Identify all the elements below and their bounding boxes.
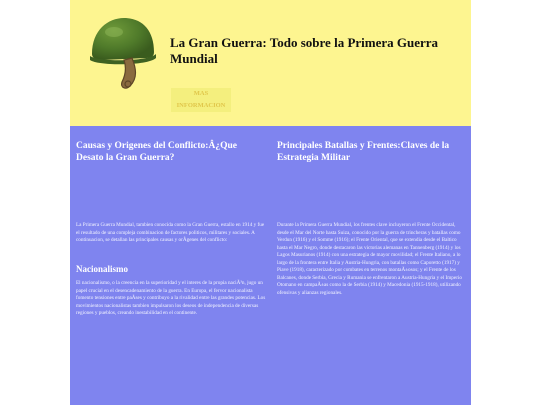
causes-heading: Causas y Origenes del Conflicto:Â¿Que Desato la Gran Guerra? bbox=[76, 141, 237, 163]
more-info-button[interactable]: MAS INFORMACION bbox=[171, 88, 231, 112]
causes-section bbox=[76, 140, 266, 316]
battles-heading: Principales Batallas y Frentes:Claves de la Estrategia Militar bbox=[277, 141, 450, 163]
main-content bbox=[70, 126, 471, 405]
battles-section bbox=[277, 140, 467, 296]
causes-intro: La Primera Guerra Mundial, tambien conocida como la Gran Guerra, estallo en 1914 y fue el resultado de una compleja combinacion de factores politicos, militares y sociales. A continuacion, se detallan las principales causas y orÃgenes del conflicto: bbox=[76, 222, 265, 243]
battles-text: Durante la Primera Guerra Mundial, los frentes clave incluyeron el Frente Occidental, desde el Mar del Norte hasta Suiza, conocido por la guerra de trincheras y batallas como Verdun (1916) y el Somme (1916); el Frente Oriental, que se extendia desde el Baltico hasta el Mar Negro, donde destacaron las victorias alemanas en Tannenberg (1914) y los Lagos Masurianos (1914) con una estrategia de mayor movilidad; el Frente Italiano, a lo largo de la frontera entre Italia y Austria-Hungria, con batallas como Caporetto (1917) y Piave (1918), caracterizado por combates en terrenos montaÃ±osos; y el Frente de los Balcanes, donde Serbia, Grecia y Rumania se enfrentaron a Austria-Hungria y el Imperio Otomano en campaÃ±as como la de Serbia (1914) y Macedonia (1915-1918), utilizando ofensivas y alianzas regionales. bbox=[277, 222, 462, 296]
nationalism-text: El nacionalismo, o la creencia en la superioridad y el interes de la propia naciÃ³n, jugo un papel crucial en el desencadenamiento de la guerra. En Europa, el fervor nacionalista fomento tensiones entre paÃses y contribuyo a la rivalidad entre las grandes potencias. Los movimientos nacionalistas tambien impulsaron los deseos de independencia de diversas regiones y pueblos, creando inestabilidad en el continente. bbox=[76, 280, 266, 316]
site-header bbox=[70, 0, 471, 126]
nationalism-heading: Nacionalismo bbox=[76, 264, 129, 274]
helmet-logo-icon bbox=[88, 12, 160, 92]
site-title: La Gran Guerra: Todo sobre la Primera Guerra Mundial bbox=[170, 35, 439, 66]
